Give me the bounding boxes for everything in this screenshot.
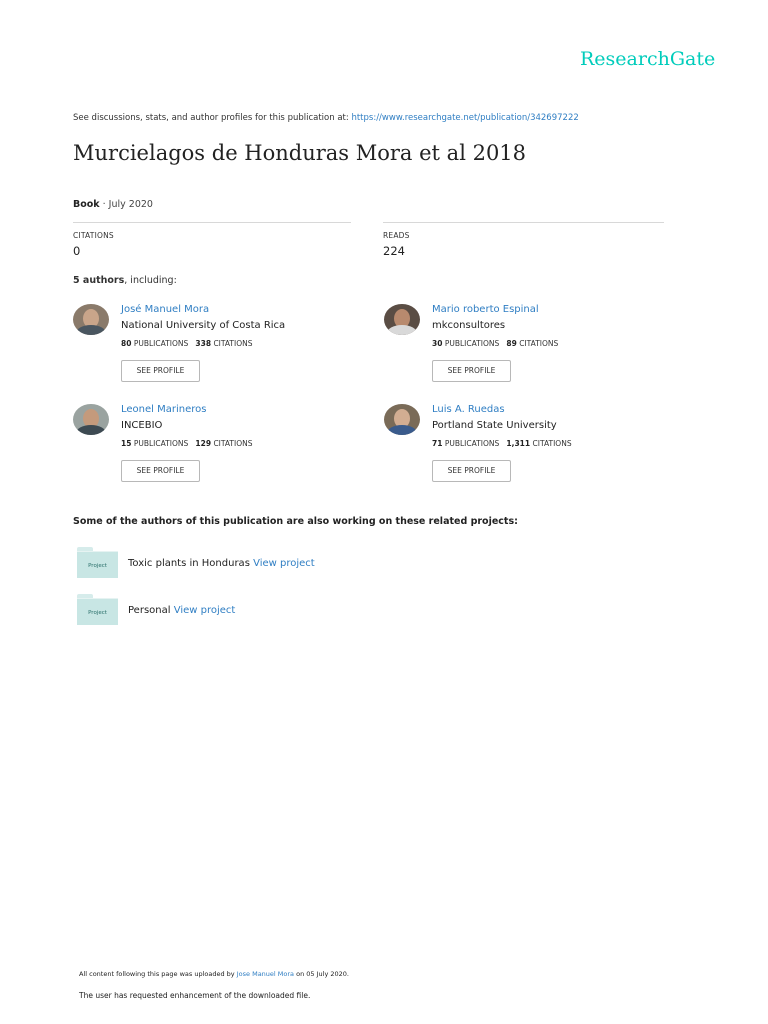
citations-label: CITATIONS (73, 231, 114, 240)
publications-count: 71 (432, 439, 443, 448)
avatar[interactable] (73, 304, 109, 335)
citations-count: 338 (195, 339, 212, 348)
author-affiliation: INCEBIO (121, 420, 163, 431)
upload-suffix: on 05 July 2020. (296, 970, 349, 978)
citations-count: 1,311 (506, 439, 531, 448)
view-project-link[interactable]: View project (253, 558, 315, 569)
publication-type: Book (73, 199, 100, 210)
author-affiliation: National University of Costa Rica (121, 320, 286, 331)
author-name[interactable]: Luis A. Ruedas (432, 404, 505, 415)
reads-label: READS (383, 231, 410, 240)
folder-icon (77, 594, 118, 624)
upload-prefix: All content following this page was uploaded by (79, 970, 235, 978)
uploader-link[interactable]: Jose Manuel Mora (236, 970, 295, 978)
project-name: Toxic plants in Honduras (128, 558, 250, 569)
citations-label: CITATIONS (532, 439, 572, 448)
see-profile-button[interactable]: SEE PROFILE (432, 360, 511, 382)
citations-label: CITATIONS (213, 339, 253, 348)
author-card (73, 304, 373, 394)
divider-reads (383, 222, 664, 223)
authors-count: 5 authors (73, 275, 125, 286)
author-stats (121, 339, 253, 348)
author-affiliation: mkconsultores (432, 320, 506, 331)
publications-label: PUBLICATIONS (133, 439, 189, 448)
reads-value: 224 (383, 244, 405, 258)
folder-icon (77, 547, 118, 577)
discussions-text: See discussions, stats, and author profiles for this publication at: (73, 113, 349, 123)
avatar[interactable] (384, 304, 420, 335)
publications-count: 80 (121, 339, 132, 348)
publication-link[interactable]: https://www.researchgate.net/publication/342697222 (351, 113, 579, 123)
enhancement-note: The user has requested enhancement of the downloaded file. (79, 991, 311, 1000)
author-card (73, 404, 373, 494)
project-text (128, 605, 235, 616)
publications-label: PUBLICATIONS (444, 439, 500, 448)
discussions-line (73, 113, 579, 123)
publications-count: 30 (432, 339, 443, 348)
researchgate-logo[interactable]: ResearchGate (580, 48, 716, 70)
publication-title: Murcielagos de Honduras Mora et al 2018 (73, 141, 527, 165)
related-projects-header: Some of the authors of this publication are also working on these related projects: (73, 516, 518, 527)
citations-count: 89 (506, 339, 517, 348)
see-profile-button[interactable]: SEE PROFILE (432, 460, 511, 482)
upload-note (79, 970, 349, 978)
author-stats (432, 339, 558, 348)
authors-header (73, 275, 177, 286)
project-name: Personal (128, 605, 171, 616)
author-stats (121, 439, 253, 448)
view-project-link[interactable]: View project (173, 605, 236, 616)
divider-citations (73, 222, 351, 223)
author-name[interactable]: Leonel Marineros (121, 404, 207, 415)
publication-meta (73, 199, 153, 210)
avatar[interactable] (73, 404, 109, 435)
publications-count: 15 (121, 439, 132, 448)
author-affiliation: Portland State University (432, 420, 557, 431)
authors-suffix: , including: (124, 275, 177, 286)
see-profile-button[interactable]: SEE PROFILE (121, 360, 200, 382)
citations-label: CITATIONS (519, 339, 559, 348)
author-card (384, 304, 684, 394)
author-name[interactable]: José Manuel Mora (121, 304, 210, 315)
author-name[interactable]: Mario roberto Espinal (432, 304, 539, 315)
publications-label: PUBLICATIONS (444, 339, 500, 348)
citations-value: 0 (73, 244, 81, 258)
author-stats (432, 439, 572, 448)
citations-label: CITATIONS (213, 439, 253, 448)
avatar[interactable] (384, 404, 420, 435)
citations-count: 129 (195, 439, 212, 448)
author-card (384, 404, 684, 494)
project-folder-label: Project (88, 610, 107, 616)
publication-date: · July 2020 (99, 199, 153, 210)
see-profile-button[interactable]: SEE PROFILE (121, 460, 200, 482)
project-folder-label: Project (88, 563, 107, 569)
publications-label: PUBLICATIONS (133, 339, 189, 348)
project-text (128, 558, 315, 569)
